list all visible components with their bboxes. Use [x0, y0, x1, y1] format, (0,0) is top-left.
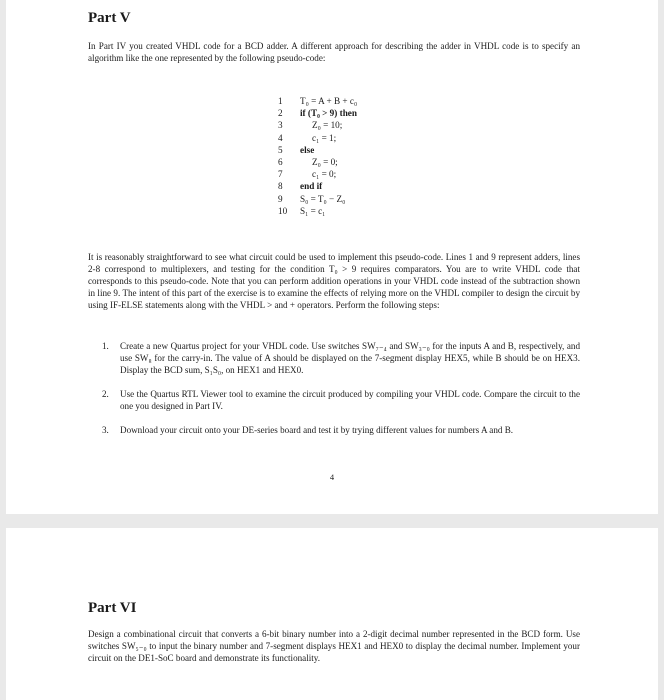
code-line-number: 6: [278, 156, 283, 167]
steps-list: [102, 340, 580, 448]
document-page-2: [6, 528, 658, 700]
code-line: [278, 206, 357, 218]
pseudo-code-block: [278, 96, 357, 218]
step-item: [102, 424, 580, 436]
code-line-text: c₁ = 1;: [312, 132, 337, 143]
code-line: [278, 181, 357, 193]
code-line-number: 8: [278, 181, 283, 192]
part-v-heading: Part V: [88, 10, 131, 26]
code-line-text: if (T₀ > 9) then: [300, 108, 357, 119]
code-line-number: 3: [278, 120, 283, 131]
page-number: 4: [329, 472, 335, 482]
code-line-number: 5: [278, 144, 283, 155]
step-text: Use the Quartus RTL Viewer tool to examine the circuit produced by compiling your VHDL code. Compare the circuit to the one you designed in Part IV.: [120, 389, 580, 411]
part-vi-body-paragraph: Design a combinational circuit that converts a 6-bit binary number into a 2-digit decimal number represented in the BCD form. Use switches SW₅₋₀ to input the binary number and 7-segment displays HEX1 and HEX0 to display the decimal number. Implement your circuit on the DE1-SoC board and demonstrate its functionality.: [88, 629, 580, 663]
code-line-number: 4: [278, 132, 283, 143]
code-line: [278, 133, 357, 145]
part-v-body-paragraph: It is reasonably straightforward to see what circuit could be used to implement this pseudo-code. Lines 1 and 9 represent adders, lines 2-8 correspond to multiplexers, and testing for the condition T₀ > 9 requires comparators. You are to write VHDL code that corresponds to this pseudo-code. Note that you can perform addition operations in your VHDL code instead of the subtraction shown in line 9. The intent of this part of the exercise is to examine the effects of relying more on the VHDL compiler to design the circuit by using IF-ELSE statements along with the VHDL > and + operators. Perform the following steps:: [88, 252, 580, 310]
step-text: Download your circuit onto your DE-series board and test it by trying different values for numbers A and B.: [120, 425, 514, 435]
code-line: [278, 169, 357, 181]
part-v-intro-paragraph: In Part IV you created VHDL code for a BCD adder. A different approach for describing the adder in VHDL code is to specify an algorithm like the one represented by the following pseudo-code:: [88, 41, 580, 63]
code-line-text: end if: [300, 181, 323, 192]
code-line-number: 2: [278, 108, 283, 119]
code-line-text: S₁ = c₁: [300, 205, 326, 216]
code-line: [278, 120, 357, 132]
code-line-text: c₁ = 0;: [312, 169, 337, 180]
code-line: [278, 157, 357, 169]
step-item: [102, 340, 580, 376]
code-line-text: Z₀ = 10;: [312, 120, 343, 131]
code-line-text: S₀ = T₀ − Z₀: [300, 193, 346, 204]
code-line: [278, 145, 357, 157]
code-line: [278, 194, 357, 206]
document-page-1: [6, 0, 658, 514]
code-line-text: Z₀ = 0;: [312, 156, 338, 167]
code-line-text: T₀ = A + B + c₀: [300, 96, 358, 106]
part-vi-heading: Part VI: [88, 600, 137, 616]
step-number: 1.: [102, 341, 109, 351]
code-line-number: 7: [278, 169, 283, 180]
code-line: [278, 108, 357, 120]
code-line-number: 9: [278, 193, 283, 204]
code-line: [278, 96, 357, 108]
code-line-text: else: [300, 144, 315, 155]
code-line-number: 1: [278, 96, 283, 106]
step-text: Create a new Quartus project for your VHDL code. Use switches SW₇₋₄ and SW₃₋₀ for the inputs A and B, respectively, and use SW₈ for the carry-in. The value of A should be displayed on the 7-segment display HEX5, while B should be on HEX3. Display the BCD sum, S₁S₀, on HEX1 and HEX0.: [120, 341, 580, 375]
step-number: 3.: [102, 425, 109, 435]
step-number: 2.: [102, 389, 109, 399]
code-line-number: 10: [278, 205, 288, 216]
step-item: [102, 388, 580, 412]
